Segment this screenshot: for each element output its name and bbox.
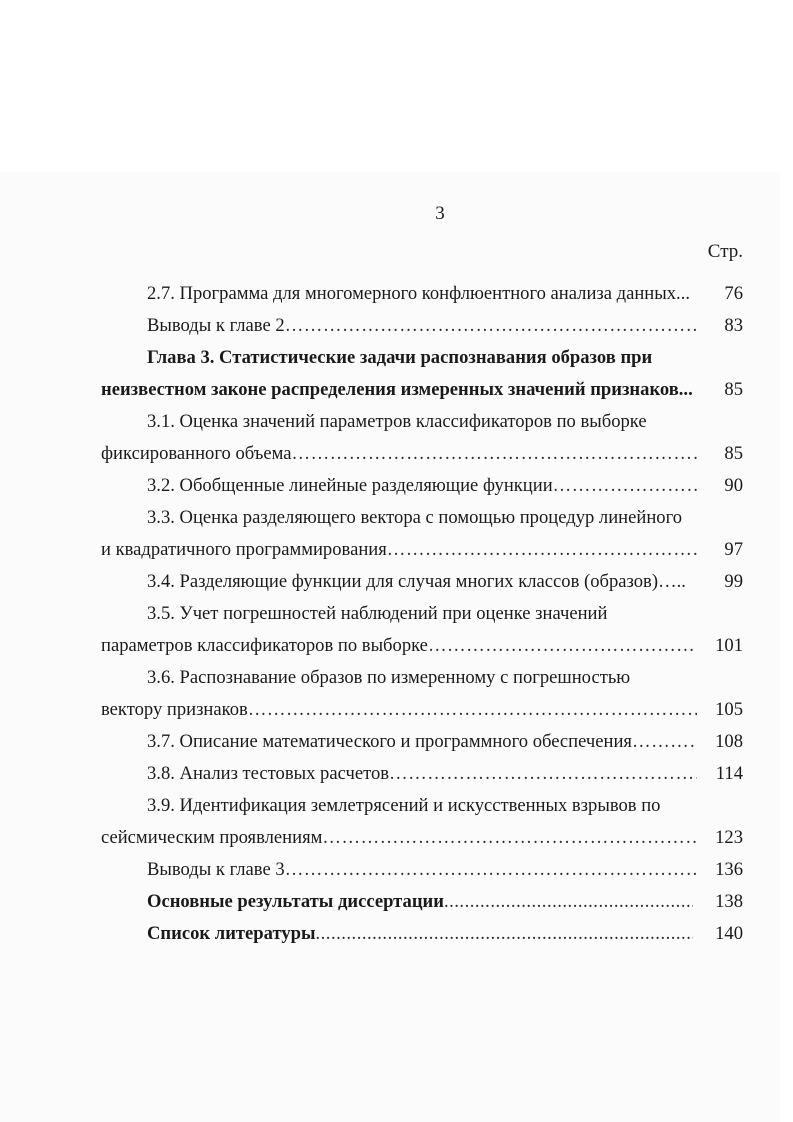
toc-entry-page: 105 [715, 699, 743, 720]
leader-dots [285, 858, 697, 882]
leader-dots [322, 826, 697, 850]
toc-entry [147, 314, 697, 338]
toc-entry-page: 76 [724, 283, 743, 304]
toc-entry [147, 858, 697, 882]
toc-entry-page: 83 [724, 315, 743, 336]
page-number: 3 [435, 203, 445, 224]
toc-entry-line1: 3.9. Идентификация землетрясений и искусственных взрывов по [147, 795, 661, 816]
toc-entry-line2: и квадратичного программирования [101, 539, 387, 560]
toc-entry [101, 826, 697, 850]
toc-entry-line2: фиксированного объема [101, 443, 292, 464]
toc-entry [101, 634, 697, 658]
toc-entry-title: Выводы к главе 2 [147, 315, 285, 336]
chapter-heading-line2: неизвестном законе распределения измеренных значений признаков... [101, 379, 693, 400]
toc-entry-title: Выводы к главе 3 [147, 859, 285, 880]
toc-entry-page: 136 [715, 859, 743, 880]
toc-entry-title: 3.7. Описание математического и программного обеспечения [147, 731, 632, 752]
leader-dots [444, 890, 693, 914]
toc-entry-line1: 3.5. Учет погрешностей наблюдений при оценке значений [147, 603, 608, 624]
toc-entry-line1: 3.6. Распознавание образов по измеренному с погрешностью [147, 667, 631, 688]
toc-entry-page: 108 [715, 731, 743, 752]
page-column-header: Стр. [707, 241, 743, 262]
toc-entry-line2: сейсмическим проявлениям [101, 827, 323, 848]
toc-entry-title: 3.2. Обобщенные линейные разделяющие функции [147, 475, 553, 496]
toc-entry-page: 123 [715, 827, 743, 848]
toc-entry-line2: вектору признаков [101, 699, 248, 720]
toc-entry-line1: 3.3. Оценка разделяющего вектора с помощью процедур линейного [147, 507, 683, 528]
toc-entry-title: 3.4. Разделяющие функции для случая многих классов (образов)….. [147, 571, 686, 592]
toc-entry-page: 140 [715, 923, 743, 944]
toc-entry [147, 474, 697, 498]
toc-entry-line1: 3.1. Оценка значений параметров классификаторов по выборке [147, 411, 647, 432]
toc-entry-page: 85 [724, 443, 743, 464]
leader-dots [292, 442, 697, 466]
toc-entry-page: 101 [715, 635, 743, 656]
toc-entry [101, 698, 697, 722]
toc-entry-page: 138 [715, 891, 743, 912]
leader-dots [389, 762, 697, 786]
leader-dots [248, 698, 697, 722]
toc-entry [101, 538, 697, 562]
toc-entry [147, 922, 693, 946]
chapter-heading-line1: Глава 3. Статистические задачи распознавания образов при [147, 347, 653, 368]
toc-entry [147, 730, 697, 754]
leader-dots [428, 634, 697, 658]
toc-entry [101, 442, 697, 466]
toc-entry-page: 85 [724, 379, 743, 400]
toc-entry-title: Список литературы [147, 923, 316, 944]
toc-entry-title: Основные результаты диссертации [147, 891, 444, 912]
toc-entry-page: 90 [724, 475, 743, 496]
leader-dots [316, 922, 694, 946]
leader-dots [285, 314, 697, 338]
toc-entry-line2: параметров классификаторов по выборке [101, 635, 428, 656]
leader-dots [387, 538, 697, 562]
toc-entry [147, 762, 697, 786]
toc-entry-title: 2.7. Программа для многомерного конфлюентного анализа данных... [147, 283, 690, 304]
toc-entry-page: 97 [724, 539, 743, 560]
toc-entry [147, 890, 693, 914]
toc-entry-page: 114 [715, 763, 743, 784]
toc-entry-page: 99 [724, 571, 743, 592]
toc-entry-title: 3.8. Анализ тестовых расчетов [147, 763, 390, 784]
